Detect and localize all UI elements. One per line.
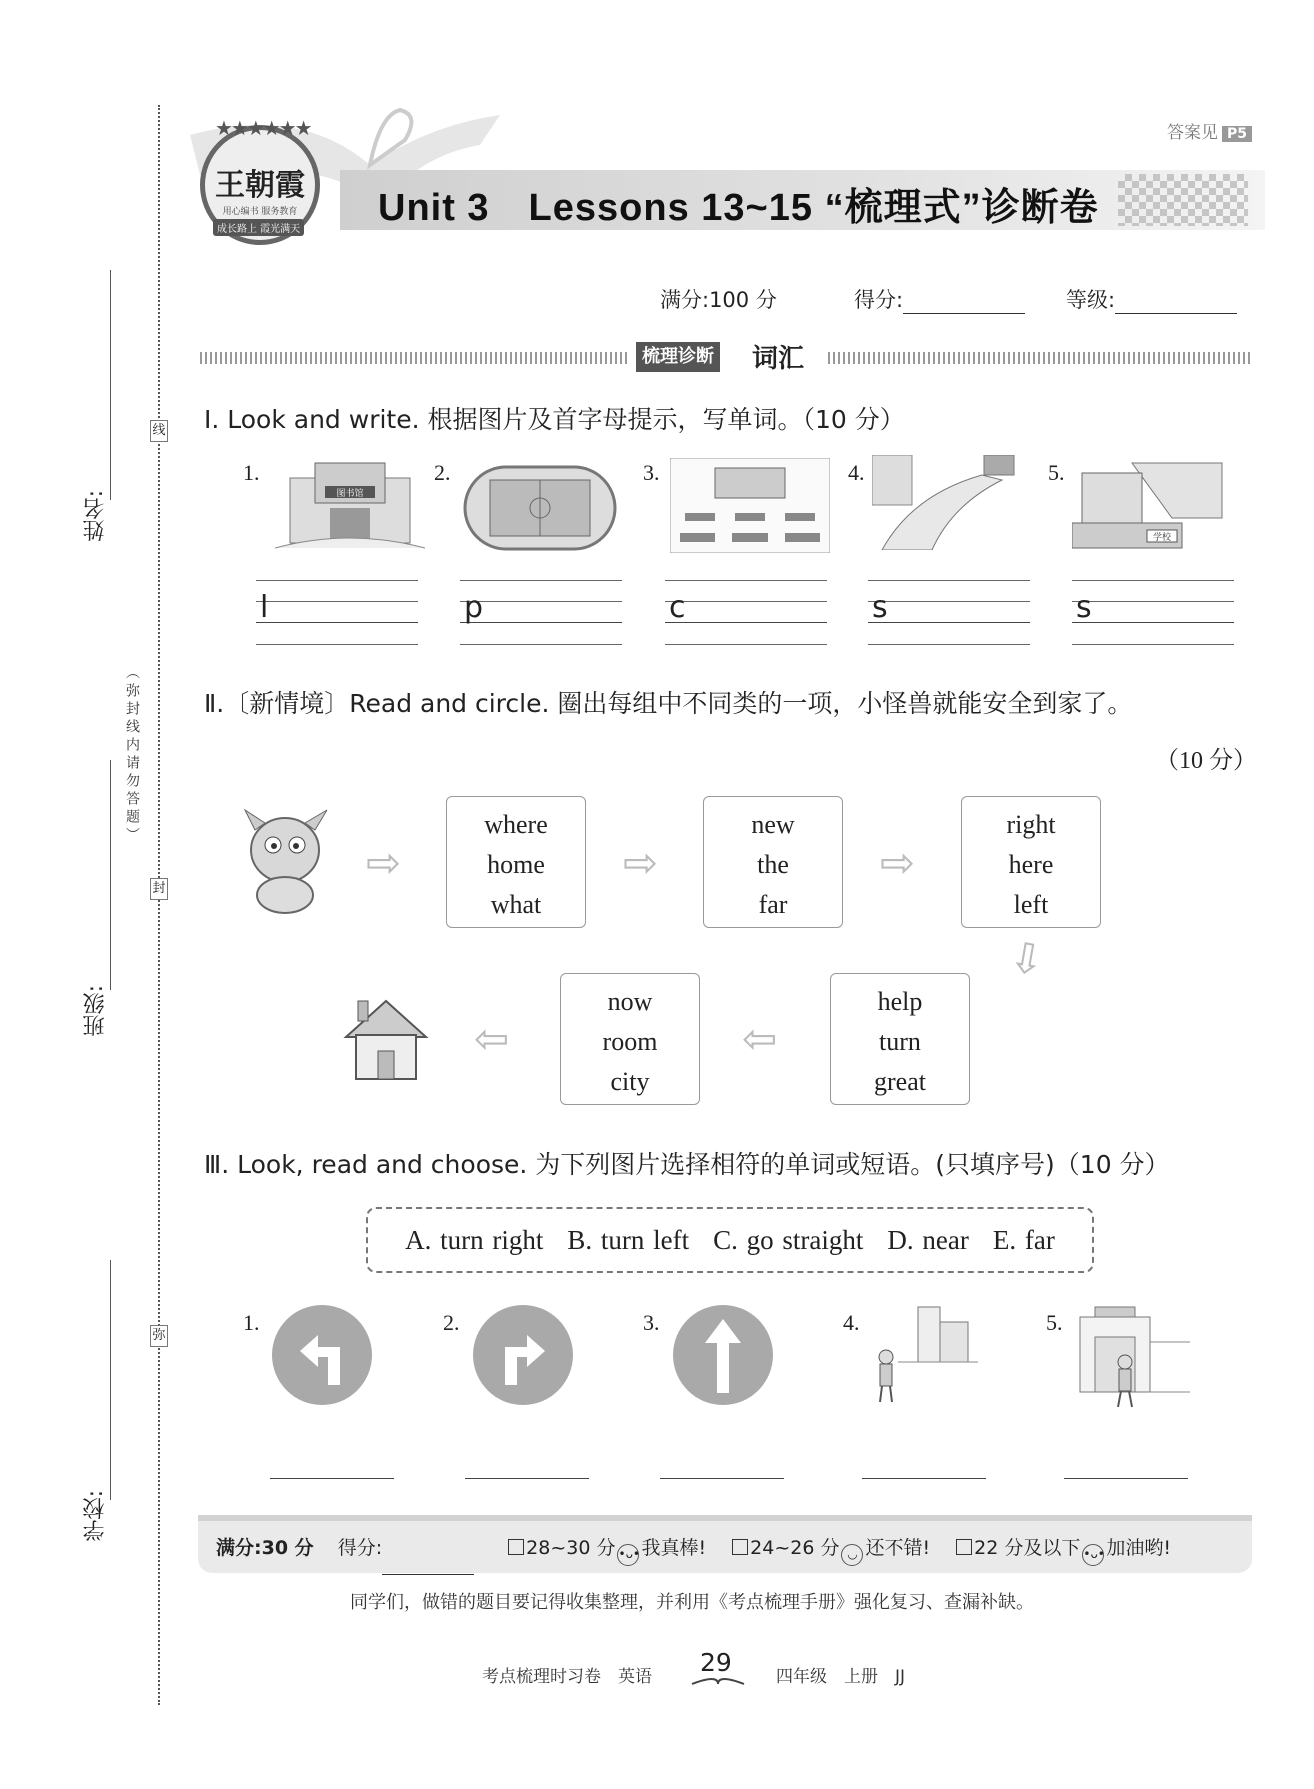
q2-points: （10 分） — [1155, 748, 1257, 774]
word-option[interactable]: room — [602, 1027, 658, 1056]
q3-title: Ⅲ. Look, read and choose. 为下列图片选择相符的单词或短语。(只填序号)（10 分） — [204, 1150, 1170, 1179]
classroom-image — [670, 458, 830, 553]
seal-box-mi: 弥 — [150, 1325, 168, 1347]
boy-far-from-building-image — [868, 1302, 978, 1412]
rating-range: 22 分及以下 — [974, 1537, 1081, 1559]
q3-num: 5. — [1046, 1310, 1063, 1335]
rating-text: 我真棒! — [641, 1537, 707, 1559]
self-evaluation-bar — [198, 1515, 1252, 1573]
checkbox[interactable] — [956, 1539, 972, 1555]
arrow-curve-down-icon: ⇨ — [1000, 937, 1056, 981]
answer-ref-text: 答案见 — [1166, 123, 1218, 143]
grade-label: 等级: — [1066, 288, 1116, 312]
publisher-logo — [200, 116, 320, 245]
writing-line[interactable] — [868, 580, 1030, 645]
q1-title: Ⅰ. Look and write. 根据图片及首字母提示，写单词。（10 分） — [204, 405, 905, 434]
school-line[interactable] — [110, 1260, 111, 1500]
monster-face-icon: •ᴗ• — [1082, 1544, 1104, 1566]
street-image — [872, 455, 1032, 550]
study-tip: 同学们，做错的题目要记得收集整理，并利用《考点梳理手册》强化复习、查漏补缺。 — [350, 1592, 1034, 1613]
name-label: 姓名: — [83, 490, 108, 542]
grade-input-line[interactable] — [1115, 292, 1237, 314]
rating-option[interactable] — [956, 1537, 1171, 1559]
q3-num: 3. — [643, 1310, 660, 1335]
monster-face-icon: •ᴗ• — [617, 1544, 639, 1566]
q1-num: 3. — [643, 460, 660, 485]
q3-num: 2. — [443, 1310, 460, 1335]
logo-sub: 用心编书 服务教育 — [222, 207, 298, 217]
score-field — [854, 284, 1025, 314]
section-divider-right — [828, 352, 1250, 364]
writing-line[interactable] — [460, 580, 622, 645]
option-a: A. turn right — [405, 1225, 544, 1255]
word-option[interactable]: far — [758, 890, 788, 919]
option-c: C. go straight — [713, 1225, 864, 1255]
checkbox[interactable] — [508, 1539, 524, 1555]
word-group-2 — [703, 796, 843, 928]
q2-title: Ⅱ.〔新情境〕Read and circle. 圈出每组中不同类的一项，小怪兽就能安全到家了。 — [204, 689, 1133, 718]
rating-range: 24~26 分 — [750, 1537, 840, 1559]
section-score-label: 得分: — [337, 1537, 383, 1559]
title-checker-pattern — [1118, 174, 1248, 226]
rating-range: 28~30 分 — [526, 1537, 616, 1559]
writing-line[interactable] — [665, 580, 827, 645]
word-option[interactable]: now — [607, 987, 653, 1016]
class-label: 班级: — [83, 985, 108, 1037]
q1-num: 2. — [434, 460, 451, 485]
hint-letter: s — [872, 590, 888, 625]
arrow-right-icon: ⇨ — [366, 838, 402, 887]
word-option[interactable]: right — [1006, 810, 1056, 839]
word-option[interactable]: city — [610, 1067, 650, 1096]
option-e: E. far — [992, 1225, 1055, 1255]
word-option[interactable]: where — [484, 810, 548, 839]
rating-text: 加油哟! — [1106, 1537, 1171, 1559]
section-tag: 梳理诊断 — [636, 342, 720, 372]
q1-num: 1. — [243, 460, 260, 485]
full-score: 满分:100 分 — [660, 288, 777, 312]
writing-line[interactable] — [1072, 580, 1234, 645]
house-icon — [340, 995, 432, 1085]
school-image — [1072, 458, 1232, 553]
library-image — [270, 458, 430, 553]
answer-line[interactable] — [660, 1478, 784, 1479]
rating-text: 还不错! — [865, 1537, 931, 1559]
answer-line[interactable] — [862, 1478, 986, 1479]
section-full-score: 满分:30 分 — [216, 1537, 314, 1559]
checkbox[interactable] — [732, 1539, 748, 1555]
seal-box-feng: 封 — [150, 878, 168, 900]
turn-left-sign-icon — [272, 1305, 372, 1405]
section-name: 词汇 — [752, 344, 805, 374]
q3-num: 4. — [843, 1310, 860, 1335]
svg-text:学校: 学校 — [1152, 533, 1172, 543]
logo-brand: 王朝霞 — [215, 168, 305, 203]
answer-reference — [1167, 118, 1252, 143]
word-option[interactable]: turn — [879, 1027, 921, 1056]
arrow-right-icon: ⇨ — [880, 838, 916, 887]
hint-letter: s — [1076, 590, 1092, 625]
word-group-1 — [446, 796, 586, 928]
seal-note: （弥封线内请勿答题） — [124, 665, 140, 845]
class-line[interactable] — [110, 760, 111, 990]
svg-text:图书馆: 图书馆 — [336, 489, 364, 499]
book-name: 考点梳理时习卷 英语 — [482, 1667, 652, 1687]
writing-line[interactable] — [256, 580, 418, 645]
hint-letter: l — [260, 590, 269, 625]
word-option[interactable]: home — [487, 850, 545, 879]
answer-line[interactable] — [1064, 1478, 1188, 1479]
little-monster-icon — [235, 805, 335, 915]
options-box — [366, 1207, 1094, 1273]
grade-info: 四年级 上册 JJ — [776, 1667, 906, 1687]
word-group-4 — [830, 973, 970, 1105]
word-option[interactable]: here — [1008, 850, 1054, 879]
answer-line[interactable] — [465, 1478, 589, 1479]
word-option[interactable]: new — [751, 810, 795, 839]
hint-letter: p — [464, 590, 484, 625]
score-label: 得分: — [854, 288, 904, 312]
star-icon: ★★★★★★ — [215, 116, 311, 140]
option-d: D. near — [887, 1225, 969, 1255]
turn-right-sign-icon — [473, 1305, 573, 1405]
word-option[interactable]: what — [490, 890, 542, 919]
arrow-left-icon: ⇦ — [742, 1014, 778, 1063]
q3-num: 1. — [243, 1310, 260, 1335]
word-group-5 — [560, 973, 700, 1105]
word-group-3 — [961, 796, 1101, 928]
seal-dotted-line — [158, 105, 160, 1705]
logo-slogan: 成长路上 霞光满天 — [213, 219, 304, 236]
school-label: 学校: — [83, 1490, 108, 1542]
page-title: Unit 3 Lessons 13~15 “梳理式”诊断卷 — [378, 187, 1099, 229]
word-option[interactable]: left — [1013, 890, 1049, 919]
answer-line[interactable] — [270, 1478, 394, 1479]
score-input-line[interactable] — [903, 292, 1025, 314]
arrow-left-icon: ⇦ — [474, 1014, 510, 1063]
section-divider-left — [200, 352, 628, 364]
q1-num: 4. — [848, 460, 865, 485]
answer-page-badge: P5 — [1222, 126, 1252, 142]
q1-num: 5. — [1048, 460, 1065, 485]
grade-field — [1066, 284, 1237, 314]
go-straight-sign-icon — [673, 1305, 773, 1405]
smile-face-icon: ◡ — [841, 1544, 863, 1566]
name-line[interactable] — [110, 270, 111, 500]
rating-option[interactable] — [732, 1537, 930, 1559]
playground-image — [460, 462, 620, 557]
word-option[interactable]: great — [874, 1067, 926, 1096]
book-icon — [690, 1672, 746, 1688]
word-option[interactable]: the — [757, 850, 789, 879]
option-b: B. turn left — [567, 1225, 690, 1255]
rating-option[interactable] — [508, 1537, 706, 1559]
boy-near-building-image — [1070, 1302, 1190, 1412]
word-option[interactable]: help — [877, 987, 923, 1016]
seal-box-xian: 线 — [150, 420, 168, 442]
section-score-input[interactable] — [382, 1555, 474, 1575]
arrow-right-icon: ⇨ — [623, 838, 659, 887]
page-number: 29 — [700, 1648, 732, 1677]
hint-letter: c — [669, 590, 686, 625]
